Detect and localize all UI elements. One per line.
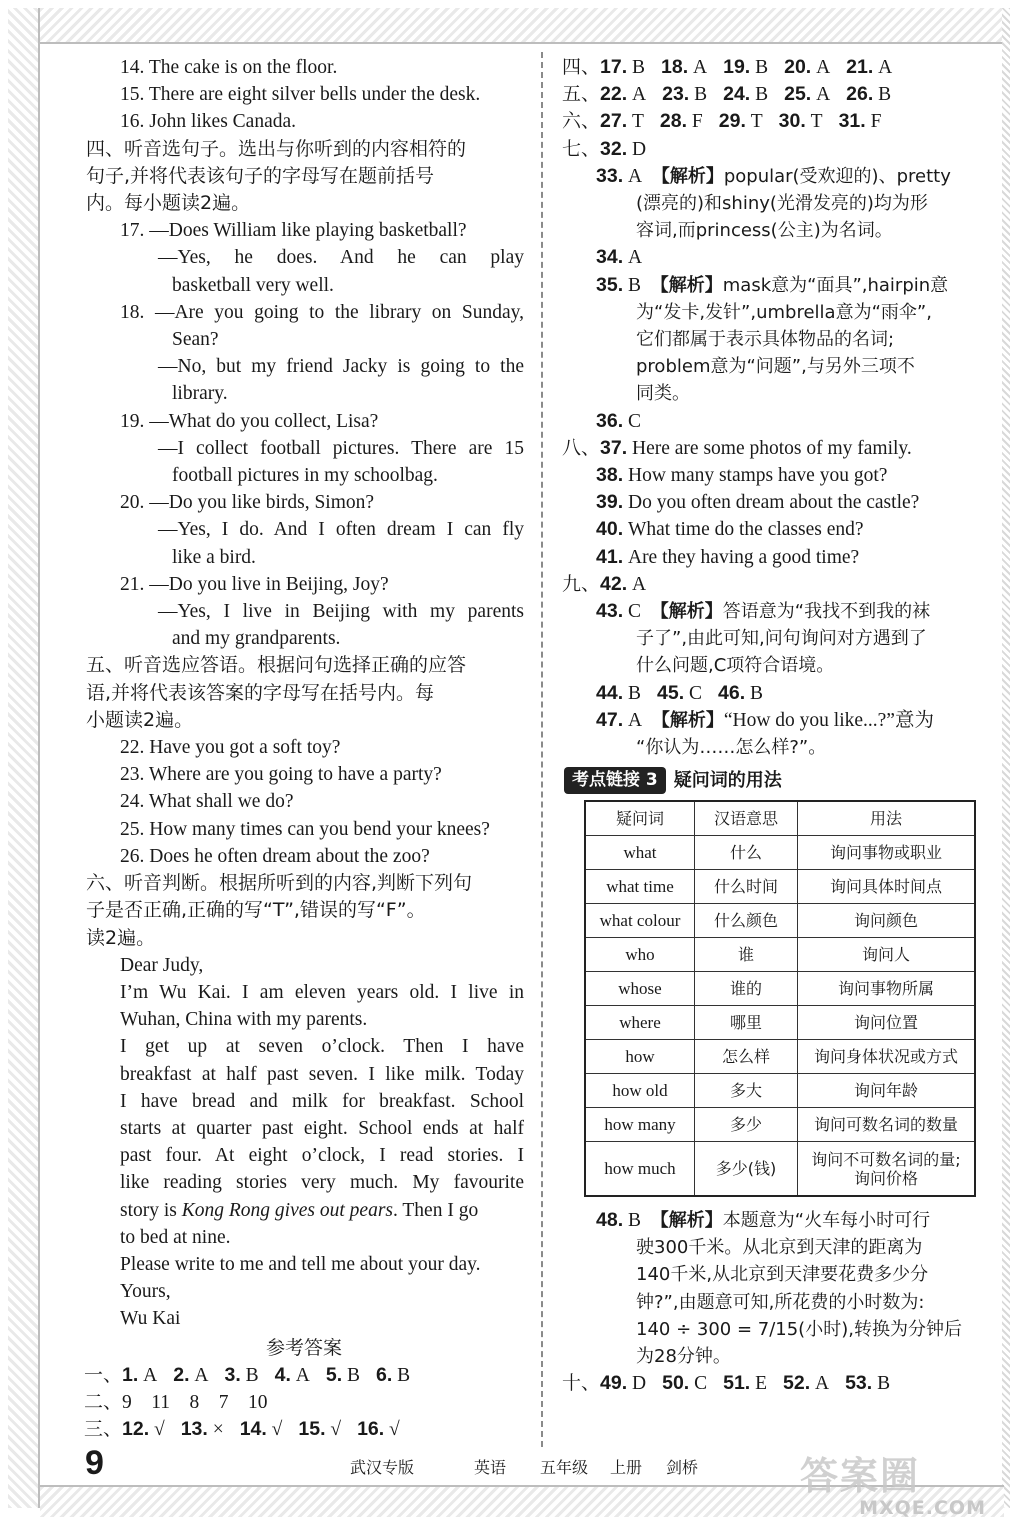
analysis-text: 驶300千米。从北京到天津的距离为 (636, 1237, 923, 1259)
analysis-text: 同类。 (636, 383, 690, 405)
answer-value: A (816, 57, 831, 78)
table-cell: 哪里 (695, 1006, 798, 1040)
section-heading: 小题读2遍。 (86, 708, 194, 731)
answer-number: 33. (596, 164, 624, 187)
answer-number: 31. (838, 110, 866, 133)
answer-value: √ (389, 1419, 400, 1441)
table-cell: 询问可数名词的数量 (798, 1108, 976, 1142)
answer-value: B (755, 57, 769, 78)
answer-value: T (810, 111, 823, 133)
table-cell: 谁的 (695, 972, 798, 1006)
question-25: 25. How many times can you bend your knees? (120, 818, 490, 840)
answer-value: B (245, 1364, 259, 1386)
answer-value: A (814, 1373, 830, 1395)
table-row (585, 1040, 975, 1074)
answer-value: F (691, 111, 703, 133)
table-header: 汉语意思 (695, 801, 798, 836)
analysis-text: problem意为“问题”,与另外三项不 (636, 356, 915, 378)
answer-number: 18. (661, 56, 689, 78)
answer-32 (562, 136, 1002, 163)
section-label: 三、 (84, 1418, 123, 1441)
answer-row-1 (84, 1362, 524, 1389)
table-row (585, 1142, 975, 1196)
letter-closing: Please write to me and tell me about your day. (120, 1253, 481, 1275)
table-cell: 询问年龄 (798, 1074, 976, 1108)
analysis-text: “你认为……怎么样?”。 (636, 737, 827, 759)
right-column (562, 54, 1002, 1397)
watermark (800, 1455, 990, 1523)
table-row (585, 938, 975, 972)
answer-value: A (632, 573, 647, 595)
table-cell: what time (585, 870, 695, 904)
answer-number: 51. (723, 1372, 751, 1395)
watermark-url: MXQE.COM (859, 1497, 986, 1519)
table-cell: 询问颜色 (798, 904, 976, 938)
table-cell: who (585, 938, 695, 972)
table-cell: how old (585, 1074, 695, 1108)
answer-row-10 (562, 1370, 1002, 1397)
answer-value: C (694, 1373, 708, 1395)
answer-number: 29. (718, 110, 746, 133)
answer-value: 9 11 8 7 10 (122, 1391, 268, 1413)
answer-value: B (347, 1364, 361, 1386)
answer-44-46 (562, 680, 1002, 707)
analysis-text: 为28分钟。 (636, 1346, 731, 1367)
section-heading: 五、听音选应答语。根据问句选择正确的应答 (86, 654, 467, 677)
question-15: 15. There are eight silver bells under the desk. (120, 84, 481, 106)
answer-value: C (627, 410, 641, 432)
answer-value: T (632, 111, 644, 133)
answer-value: B (749, 682, 763, 704)
answer-number: 44. (596, 681, 624, 704)
answer-number: 45. (657, 681, 685, 704)
letter-line: breakfast at half past seven. I like milk. Today (120, 1063, 524, 1085)
answer-number: 25. (784, 83, 812, 106)
answers-heading: 参考答案 (265, 1336, 342, 1359)
answer-number: 28. (659, 110, 688, 133)
answer-number: 21. (846, 56, 874, 78)
answer-number: 40. (596, 518, 624, 541)
dialog-17-answer: —Yes, he does. And he can play (158, 247, 524, 269)
section-label: 五、 (562, 83, 601, 106)
answer-40 (562, 516, 1002, 543)
letter-line: I have bread and milk for breakfast. School (120, 1090, 524, 1112)
answer-number: 24. (723, 83, 751, 106)
answer-number: 38. (596, 464, 624, 487)
analysis-tag: 【解析】 (651, 709, 724, 731)
answer-number: 48. (596, 1208, 624, 1231)
answer-value: A (194, 1364, 209, 1386)
table-cell: 什么时间 (695, 870, 798, 904)
answer-number: 23. (662, 83, 690, 106)
answer-value: F (870, 111, 882, 133)
answer-39 (562, 489, 1002, 516)
answer-value: C (627, 601, 641, 623)
table-cell-line: 询问价格 (853, 1168, 918, 1188)
analysis-text: mask意为“面具”,hairpin意 (722, 274, 949, 296)
answer-number: 14. (239, 1418, 267, 1441)
letter-line: to bed at nine. (120, 1226, 231, 1248)
knowledge-link-badge: 考点链接 3 (564, 767, 666, 794)
analysis-text: 容词,而princess(公主)为名词。 (636, 220, 893, 242)
answer-number: 15. (298, 1418, 326, 1441)
answer-number: 3. (224, 1363, 241, 1386)
section-heading: 子是否正确,正确的写“T”,错误的写“F”。 (86, 899, 426, 922)
answer-value: D (632, 1373, 647, 1395)
answer-value: × (212, 1419, 224, 1441)
question-23: 23. Where are you going to have a party? (120, 764, 442, 786)
table-header-row (585, 801, 975, 836)
answer-number: 2. (173, 1363, 190, 1386)
answer-value: √ (330, 1419, 342, 1441)
dialog-20-answer: —Yes, I do. And I often dream I can fly (158, 519, 524, 541)
answer-value: B (694, 84, 708, 106)
answer-number: 36. (596, 409, 624, 432)
answer-number: 27. (600, 110, 628, 133)
table-row (585, 1074, 975, 1108)
table-cell: 询问事物或职业 (798, 836, 976, 870)
answer-value: C (688, 682, 702, 704)
knowledge-link (564, 767, 1002, 794)
column-divider (541, 52, 543, 1447)
answer-number: 46. (718, 681, 746, 704)
page-border-right (1002, 8, 1010, 1508)
answer-34 (562, 244, 1002, 271)
answer-value: D (632, 138, 647, 160)
table-cell: whose (585, 972, 695, 1006)
footer-publisher: 剑桥 (666, 1458, 699, 1477)
dialog-17-answer: basketball very well. (172, 274, 334, 296)
section-heading: 六、听音判断。根据所听到的内容,判断下列句 (86, 872, 473, 895)
section-label: 四、 (562, 56, 601, 78)
section-5 (84, 652, 524, 870)
answer-value: B (877, 1373, 891, 1395)
table-cell: 多少 (695, 1108, 798, 1142)
answer-number: 47. (596, 708, 624, 731)
answer-value: A (693, 57, 708, 78)
analysis-text: 它们都属于表示具体物品的名词; (636, 329, 895, 351)
dialog-20-answer: like a bird. (172, 546, 256, 568)
answer-value: A (816, 84, 831, 106)
section-heading: 四、听音选句子。选出与你听到的内容相符的 (86, 137, 467, 160)
letter-text: . Then I go (393, 1199, 479, 1221)
table-cell: what colour (585, 904, 695, 938)
answer-number: 37. (600, 436, 628, 459)
footer-volume: 上册 (610, 1458, 643, 1477)
question-22: 22. Have you got a soft toy? (120, 737, 341, 759)
section-label: 一、 (84, 1363, 123, 1386)
answer-value: E (755, 1373, 767, 1395)
answer-value: A (143, 1364, 158, 1386)
letter-line: I get up at seven o’clock. Then I have (120, 1036, 524, 1058)
dialog-17-question: 17. —Does William like playing basketball? (120, 220, 467, 242)
answer-value: B (627, 1209, 641, 1231)
answer-value: A (878, 57, 893, 78)
analysis-text: 钟?”,由题意可知,所花费的小时数为: (636, 1291, 925, 1313)
table-cell: how many (585, 1108, 695, 1142)
answer-row-2 (84, 1389, 524, 1416)
table-cell (798, 1142, 976, 1196)
page-number: 9 (85, 1444, 104, 1482)
letter-greeting: Dear Judy, (120, 954, 204, 976)
letter-signature: Wu Kai (120, 1308, 181, 1330)
letter-text: story is (120, 1199, 182, 1221)
answer-number: 13. (180, 1418, 208, 1441)
section-4 (84, 136, 524, 653)
letter-yours: Yours, (120, 1281, 171, 1303)
answer-row-6 (562, 108, 1002, 135)
answer-number: 6. (376, 1363, 393, 1386)
section-heading: 语,并将代表该答案的字母写在括号内。每 (86, 681, 435, 704)
answer-value: What time do the classes end? (627, 519, 864, 541)
analysis-text: (漂亮的)和shiny(光滑发亮的)均为形 (636, 193, 928, 215)
answer-number: 17. (600, 56, 628, 78)
answer-number: 30. (778, 110, 806, 133)
letter-line (84, 1197, 524, 1224)
dialog-21-answer: —Yes, I live in Beijing with my parents (158, 601, 524, 623)
answer-value: B (755, 84, 769, 106)
question-26: 26. Does he often dream about the zoo? (120, 845, 430, 867)
table-cell: 谁 (695, 938, 798, 972)
story-title: Kong Rong gives out pears (181, 1199, 393, 1221)
page-border-top (40, 8, 1004, 44)
table-cell: where (585, 1006, 695, 1040)
answer-number: 5. (325, 1363, 343, 1386)
answer-35 (562, 272, 1002, 299)
table-cell: how much (585, 1142, 695, 1196)
table-cell: 询问事物所属 (798, 972, 976, 1006)
dialog-18-answer: —No, but my friend Jacky is going to the (158, 356, 524, 378)
table-cell: 询问身体状况或方式 (798, 1040, 976, 1074)
answer-number: 12. (122, 1418, 150, 1441)
letter-line: starts at quarter past eight. School ends at half (120, 1117, 524, 1139)
answer-value: T (750, 111, 763, 133)
answer-43 (562, 598, 1002, 625)
answer-33 (562, 163, 1002, 190)
table-row (585, 870, 975, 904)
answer-number: 22. (600, 83, 628, 106)
left-column (84, 54, 524, 1443)
answer-number: 50. (662, 1372, 690, 1395)
footer-subject: 英语 (474, 1458, 507, 1477)
answer-number: 20. (784, 56, 812, 78)
answer-value: √ (154, 1419, 165, 1441)
answer-value: Here are some photos of my family. (632, 437, 912, 459)
answer-48 (562, 1207, 1002, 1234)
answer-number: 53. (845, 1372, 873, 1395)
answer-47 (562, 707, 1002, 734)
dialog-18-question: 18. —Are you going to the library on Sunday, (120, 301, 524, 323)
table-cell-line: 询问不可数名词的量; (811, 1149, 961, 1169)
question-words-table (584, 800, 976, 1197)
answer-number: 32. (600, 137, 628, 160)
answer-value: A (295, 1364, 310, 1386)
table-cell: 询问人 (798, 938, 976, 972)
dialog-21-answer: and my grandparents. (172, 628, 341, 650)
answer-number: 39. (596, 491, 624, 514)
answer-number: 41. (596, 545, 624, 568)
table-cell: what (585, 836, 695, 870)
section-6 (84, 870, 524, 1332)
answer-value: B (632, 57, 646, 78)
dialog-20-question: 20. —Do you like birds, Simon? (120, 492, 375, 514)
answer-number: 26. (846, 83, 874, 106)
answer-number: 16. (357, 1418, 385, 1441)
analysis-tag: 【解析】 (651, 165, 724, 187)
analysis-text: 答语意为“我找不到我的袜 (722, 601, 931, 623)
analysis-text: 本题意为“火车每小时可行 (722, 1209, 931, 1231)
answer-number: 42. (600, 572, 628, 595)
dialog-19-answer: —I collect football pictures. There are 15 (158, 437, 524, 459)
letter-line: Wuhan, China with my parents. (120, 1009, 368, 1031)
footer-grade: 五年级 (540, 1458, 589, 1477)
answer-number: 4. (274, 1363, 291, 1386)
table-header: 疑问词 (585, 801, 695, 836)
dialog-19-answer: football pictures in my schoolbag. (172, 465, 438, 487)
analysis-tag: 【解析】 (650, 1209, 723, 1231)
table-cell: 询问具体时间点 (798, 870, 976, 904)
section-heading: 内。每小题读2遍。 (86, 192, 251, 215)
table-row (585, 972, 975, 1006)
table-cell: 什么 (695, 836, 798, 870)
answer-36 (562, 408, 1002, 435)
answer-37 (562, 435, 1002, 462)
section-label: 九、 (562, 572, 601, 595)
answer-number: 35. (596, 273, 624, 296)
table-header: 用法 (798, 801, 976, 836)
section-label: 七、 (562, 137, 601, 160)
answer-row-3 (84, 1416, 524, 1443)
analysis-text: “How do you like...?”意为 (723, 709, 934, 731)
answer-number: 19. (723, 56, 751, 78)
answer-value: B (627, 274, 641, 296)
question-14: 14. The cake is on the floor. (120, 57, 338, 78)
table-cell: 询问位置 (798, 1006, 976, 1040)
letter-line: I’m Wu Kai. I am eleven years old. I live in (120, 981, 524, 1003)
analysis-text: 子了”,由此可知,问句询问对方遇到了 (636, 628, 927, 650)
page-border-left (8, 8, 40, 1508)
answer-38 (562, 462, 1002, 489)
answer-value: How many stamps have you got? (627, 465, 888, 487)
table-cell: 多大 (695, 1074, 798, 1108)
answer-number: 52. (783, 1372, 811, 1395)
knowledge-link-title: 疑问词的用法 (673, 770, 782, 792)
answer-41 (562, 544, 1002, 571)
dialog-21-question: 21. —Do you live in Beijing, Joy? (120, 573, 389, 595)
answer-value: B (627, 682, 641, 704)
answer-value: √ (271, 1419, 283, 1441)
dialog-19-question: 19. —What do you collect, Lisa? (120, 410, 379, 432)
answer-number: 1. (122, 1363, 139, 1386)
answer-value: A (627, 709, 643, 731)
analysis-text: popular(受欢迎的)、pretty (723, 165, 951, 187)
table-cell: how (585, 1040, 695, 1074)
question-16: 16. John likes Canada. (120, 111, 297, 133)
section-heading: 句子,并将代表该句子的字母写在题前括号 (86, 164, 435, 187)
watermark-logo: 答案圈 (800, 1454, 921, 1498)
answer-value: A (627, 165, 643, 187)
table-cell: 怎么样 (695, 1040, 798, 1074)
answer-number: 34. (596, 246, 624, 269)
letter-line: like reading stories very much. My favourite (120, 1172, 524, 1194)
answer-value: A (627, 247, 643, 269)
question-24: 24. What shall we do? (120, 791, 294, 813)
analysis-tag: 【解析】 (650, 274, 723, 296)
section-label: 八、 (562, 436, 601, 459)
analysis-text: 为“发卡,发针”,umbrella意为“雨伞”, (636, 301, 932, 323)
analysis-tag: 【解析】 (650, 601, 723, 623)
answer-number: 49. (600, 1372, 628, 1395)
section-label: 十、 (562, 1372, 601, 1395)
dialog-18-question: Sean? (172, 329, 219, 351)
answer-value: B (397, 1364, 411, 1386)
analysis-text: 140千米,从北京到天津要花费多少分 (636, 1264, 929, 1286)
section-heading: 读2遍。 (86, 926, 156, 949)
analysis-text: 140 ÷ 300 = 7/15(小时),转换为分钟后 (636, 1318, 962, 1340)
section-label: 二、 (84, 1390, 123, 1413)
answer-42 (562, 571, 1002, 598)
table-cell: 多少(钱) (695, 1142, 798, 1196)
answer-value: B (878, 84, 892, 106)
footer-edition: 武汉专版 (350, 1458, 415, 1477)
answer-value: A (632, 84, 647, 106)
table-row (585, 904, 975, 938)
answer-value: Do you often dream about the castle? (627, 492, 920, 514)
analysis-text: 什么问题,C项符合语境。 (636, 655, 835, 677)
section-label: 六、 (562, 110, 601, 133)
answer-value: Are they having a good time? (627, 546, 860, 568)
dialog-18-answer: library. (172, 383, 228, 405)
table-row (585, 1108, 975, 1142)
answer-number: 43. (596, 600, 624, 623)
letter-line: past four. At eight o’clock, I read stories. I (120, 1145, 524, 1167)
table-cell: 什么颜色 (695, 904, 798, 938)
table-row (585, 1006, 975, 1040)
answer-row-5 (562, 81, 1002, 108)
table-row (585, 836, 975, 870)
answer-row-4 (562, 54, 1002, 81)
